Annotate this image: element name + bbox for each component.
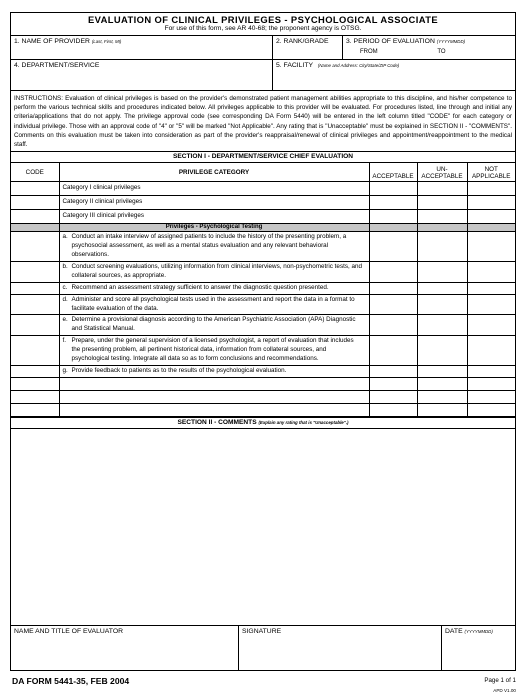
unacceptable-cell[interactable]	[417, 261, 467, 282]
not-applicable-cell[interactable]	[467, 315, 515, 336]
privilege-item-row	[11, 336, 515, 366]
section2-title: SECTION II - COMMENTS (Explain any rating that is "Unacceptable".)	[11, 417, 515, 429]
period-of-evaluation-field[interactable]: 3. PERIOD OF EVALUATION (YYYYMMDD) FROM TO	[346, 38, 466, 55]
not-applicable-cell[interactable]	[467, 196, 515, 210]
code-cell[interactable]	[11, 282, 59, 294]
item-letter: b.	[62, 262, 68, 270]
not-applicable-cell[interactable]	[467, 336, 515, 366]
item-letter: d.	[62, 295, 68, 303]
item-text: Conduct screening evaluations, utilizing information from clinical interviews, non-psychometric tests, and collateral sources, as appropriate.	[71, 262, 362, 279]
comments-field[interactable]	[11, 429, 515, 626]
unacceptable-cell[interactable]	[417, 232, 467, 262]
blank-row	[11, 403, 515, 416]
acceptable-cell[interactable]	[369, 210, 417, 224]
item-text: Recommend an assessment strategy sufficient to answer the diagnostic question presented.	[71, 283, 329, 291]
not-applicable-cell[interactable]	[467, 261, 515, 282]
code-cell[interactable]	[11, 182, 59, 196]
privilege-item	[59, 366, 369, 378]
date-field[interactable]: DATE (YYYYMMDD)	[445, 627, 493, 635]
facility-field[interactable]: 5. FACILITY (Name and Address: City/State/ZIP Code)	[276, 62, 400, 69]
acceptable-cell[interactable]	[369, 336, 417, 366]
item-letter: c.	[62, 283, 68, 291]
department-row	[11, 60, 515, 91]
page-number: Page 1 of 1	[484, 677, 516, 684]
acceptable-cell[interactable]	[369, 196, 417, 210]
category-label: Category II clinical privileges	[59, 196, 369, 210]
signature-field[interactable]: SIGNATURE	[239, 626, 442, 670]
privilege-item	[59, 232, 369, 262]
privilege-item-row	[11, 232, 515, 262]
not-applicable-cell[interactable]	[467, 182, 515, 196]
table-header-row	[11, 163, 515, 182]
privilege-item	[59, 315, 369, 336]
acceptable-cell[interactable]	[369, 182, 417, 196]
privilege-item	[59, 294, 369, 315]
item-letter: e.	[62, 316, 68, 324]
col-unacceptable: UN- ACCEPTABLE	[417, 163, 467, 182]
category-label: Category I clinical privileges	[59, 182, 369, 196]
blank-row	[11, 390, 515, 403]
form-version: APD V1.00	[493, 688, 516, 693]
col-code: CODE	[11, 163, 59, 182]
evaluator-name-field[interactable]: NAME AND TITLE OF EVALUATOR	[11, 626, 239, 670]
subheading-row	[11, 224, 515, 232]
category-row	[11, 182, 515, 196]
category-label: Category III clinical privileges	[59, 210, 369, 224]
item-text: Determine a provisional diagnosis according to the American Psychiatric Association (APA) Diagnostic and Statistical Manual.	[71, 316, 356, 333]
item-letter: a.	[62, 233, 68, 241]
from-label: FROM	[360, 49, 378, 55]
section1-title: SECTION I - DEPARTMENT/SERVICE CHIEF EVALUATION	[11, 152, 515, 163]
code-cell[interactable]	[11, 366, 59, 378]
instructions-text: INSTRUCTIONS: Evaluation of clinical privileges is based on the provider's demonstrated patient management abilities appropriate to this discipline, and his/her competence to perform the various technical skills and procedures indicated below. All privileges applicable to this provider will be evaluated. For procedures listed, line through and initial any criteria/applications that do not apply. The privilege approval code (see corresponding DA Form 5440) will be entered in the left column titled "CODE" for each category or individual privilege. Those with an approval code of "4" or "5" will be marked "Not Applicable". Any rating that is "Unacceptable" must be explained in SECTION II - "COMMENTS". Comments on this evaluation must be taken into consideration as part of the provider's reappraisal/renewal of clinical privileges and appointment/reappointment to the medical staff.	[11, 91, 515, 152]
col-not-applicable: NOT APPLICABLE	[467, 163, 515, 182]
code-cell[interactable]	[11, 261, 59, 282]
acceptable-cell[interactable]	[369, 294, 417, 315]
privilege-item	[59, 282, 369, 294]
blank-row	[11, 377, 515, 390]
privilege-item-row	[11, 366, 515, 378]
code-cell[interactable]	[11, 336, 59, 366]
privilege-item	[59, 336, 369, 366]
acceptable-cell[interactable]	[369, 282, 417, 294]
code-cell[interactable]	[11, 210, 59, 224]
code-cell[interactable]	[11, 232, 59, 262]
unacceptable-cell[interactable]	[417, 336, 467, 366]
unacceptable-cell[interactable]	[417, 196, 467, 210]
item-text: Administer and score all psychological tests used in the assessment and report the data in a format to facilitate evaluation of the data.	[71, 295, 355, 312]
form-title-block	[11, 13, 515, 36]
privilege-item-row	[11, 294, 515, 315]
unacceptable-cell[interactable]	[417, 182, 467, 196]
category-row	[11, 210, 515, 224]
code-cell[interactable]	[11, 294, 59, 315]
evaluation-form	[10, 12, 516, 671]
acceptable-cell[interactable]	[369, 315, 417, 336]
category-row	[11, 196, 515, 210]
form-id: DA FORM 5441-35, FEB 2004	[12, 676, 130, 686]
rank-grade-field[interactable]: 2. RANK/GRADE	[273, 36, 343, 59]
code-cell[interactable]	[11, 315, 59, 336]
privilege-item-row	[11, 282, 515, 294]
form-subtitle: For use of this form, see AR 40-68; the proponent agency is OTSG.	[164, 25, 362, 32]
item-letter: f.	[62, 337, 66, 345]
not-applicable-cell[interactable]	[467, 366, 515, 378]
acceptable-cell[interactable]	[369, 366, 417, 378]
item-text: Provide feedback to patients as to the results of the psychological evaluation.	[71, 367, 287, 374]
acceptable-cell[interactable]	[369, 232, 417, 262]
department-service-field[interactable]: 4. DEPARTMENT/SERVICE	[11, 60, 273, 90]
privileges-table	[11, 163, 515, 417]
provider-row	[11, 36, 515, 60]
item-letter: g.	[62, 367, 68, 374]
not-applicable-cell[interactable]	[467, 210, 515, 224]
code-cell[interactable]	[11, 196, 59, 210]
subheading-psychological-testing: Privileges - Psychological Testing	[59, 224, 369, 232]
to-label: TO	[437, 49, 446, 55]
form-title: EVALUATION OF CLINICAL PRIVILEGES - PSYCHOLOGICAL ASSOCIATE	[87, 14, 438, 25]
col-acceptable: ACCEPTABLE	[369, 163, 417, 182]
col-privilege-category: PRIVILEGE CATEGORY	[59, 163, 369, 182]
privilege-item	[59, 261, 369, 282]
not-applicable-cell[interactable]	[467, 294, 515, 315]
not-applicable-cell[interactable]	[467, 282, 515, 294]
unacceptable-cell[interactable]	[417, 282, 467, 294]
provider-name-field[interactable]: 1. NAME OF PROVIDER (Last, First, MI)	[11, 36, 273, 59]
unacceptable-cell[interactable]	[417, 366, 467, 378]
item-text: Conduct an intake interview of assigned patients to include the history of the presenting problem, a psychosocial assessment, as well as a mental status evaluation and any relevant behavioral observations.	[71, 233, 347, 259]
acceptable-cell[interactable]	[369, 261, 417, 282]
unacceptable-cell[interactable]	[417, 294, 467, 315]
unacceptable-cell[interactable]	[417, 210, 467, 224]
not-applicable-cell[interactable]	[467, 232, 515, 262]
privilege-item-row	[11, 261, 515, 282]
unacceptable-cell[interactable]	[417, 315, 467, 336]
privilege-item-row	[11, 315, 515, 336]
item-text: Prepare, under the general supervision of a licensed psychologist, a report of evaluation that includes the presenting problem, all pertinent historical data, information from collateral sources, and psychological testing. Integrate all data so as to form conclusions and recommendations.	[71, 337, 354, 363]
signature-row	[11, 626, 515, 670]
